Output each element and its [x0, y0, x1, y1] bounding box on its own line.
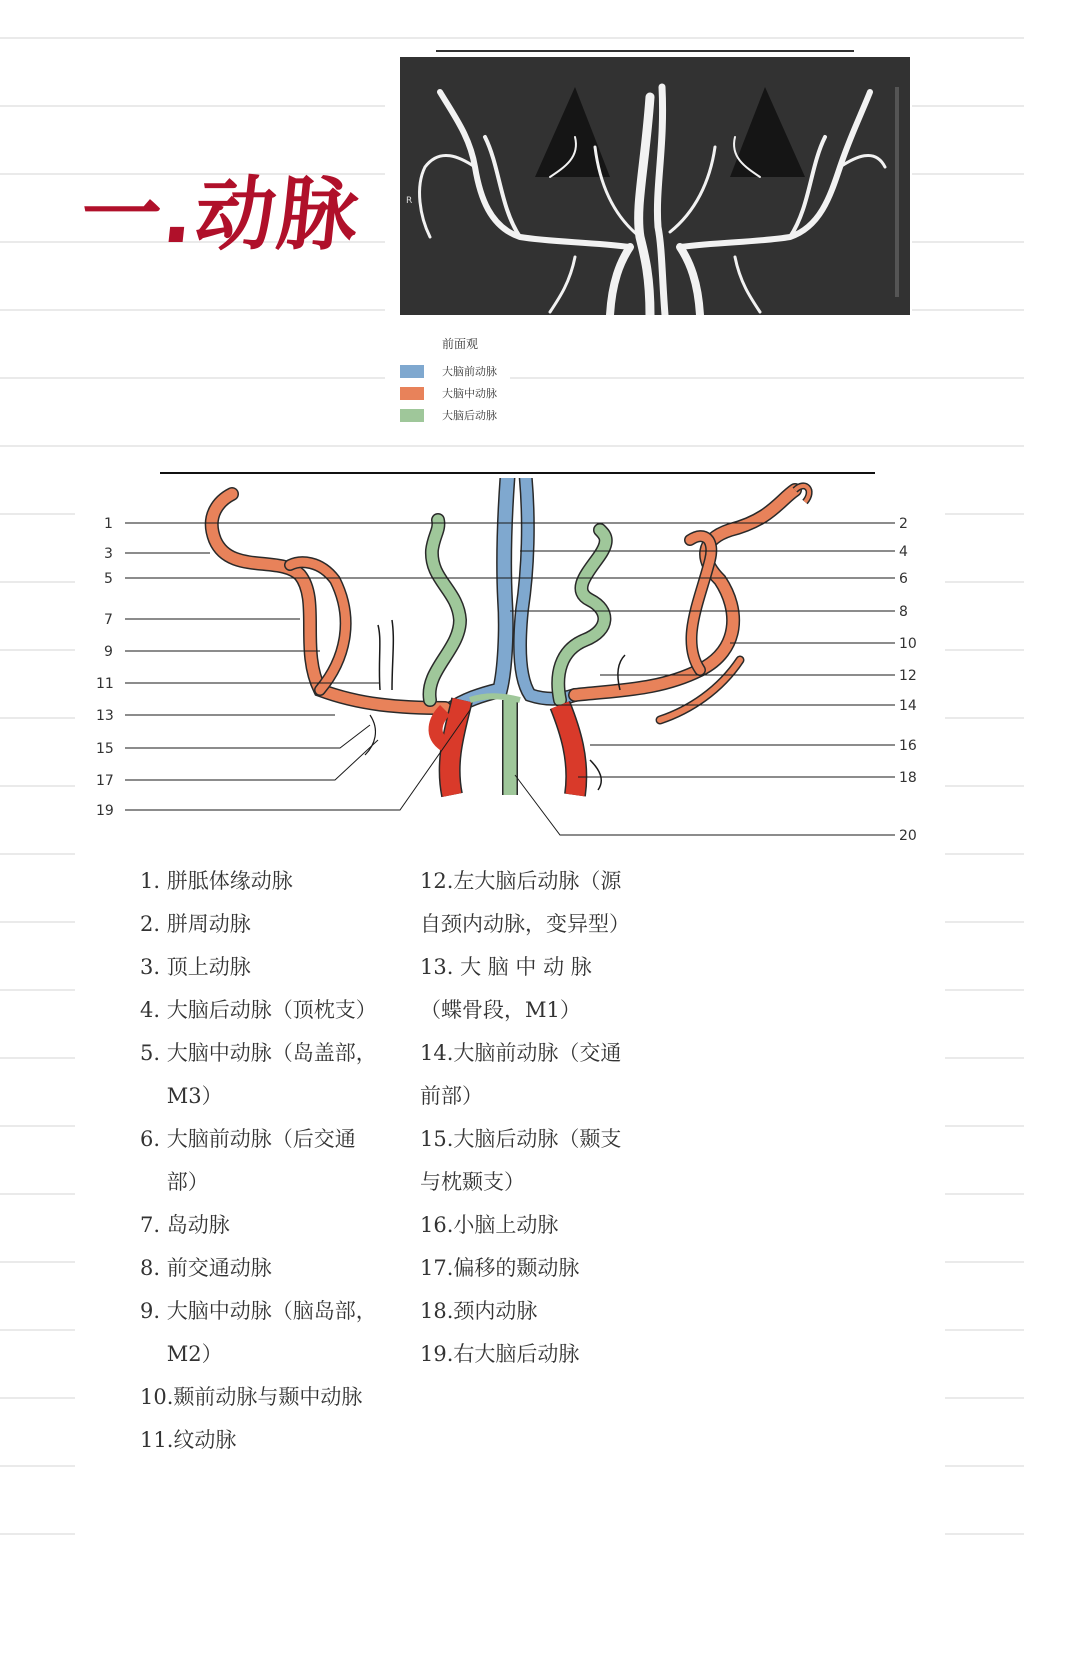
list-item [420, 1333, 630, 1376]
callout-number: 14 [899, 698, 917, 714]
item-number: 3. [140, 955, 167, 979]
item-number: 7. [140, 1213, 167, 1237]
callout-number: 8 [899, 604, 908, 620]
photo-top-rule [436, 50, 854, 52]
item-text: 小脑上动脉 [453, 1213, 559, 1237]
item-number: 10. [140, 1385, 174, 1409]
callout-number: 13 [96, 708, 114, 724]
item-text: 岛动脉 [166, 1213, 230, 1237]
list-item [140, 1118, 380, 1204]
list-item [420, 1290, 630, 1333]
item-text: 纹动脉 [173, 1428, 237, 1452]
item-number: 1. [140, 869, 167, 893]
handwritten-title: 一.动脉 [76, 168, 365, 261]
item-text: 顶上动脉 [166, 955, 251, 979]
item-text: 大脑中动脉（岛盖部，M3） [166, 1041, 377, 1108]
list-item [140, 1376, 380, 1419]
list-item [420, 860, 630, 946]
item-text: 前交通动脉 [166, 1256, 272, 1280]
diagram-top-rule [160, 472, 875, 474]
right-callout-numbers [899, 516, 917, 844]
callout-number: 19 [96, 803, 114, 819]
callout-number: 15 [96, 741, 114, 757]
callout-number: 18 [899, 770, 917, 786]
legend-swatch-middle [400, 387, 424, 400]
label-list-left [140, 860, 380, 1462]
item-number: 5. [140, 1041, 167, 1065]
list-item [140, 903, 380, 946]
artery-diagram [0, 478, 1024, 858]
item-text: 大脑后动脉（顶枕支） [166, 998, 377, 1022]
legend-item [400, 404, 497, 426]
callout-number: 4 [899, 544, 908, 560]
item-number: 2. [140, 912, 167, 936]
legend-title: 前面观 [442, 337, 479, 351]
callout-number: 17 [96, 773, 114, 789]
item-text: 大脑后动脉（颞支与枕颞支） [420, 1127, 622, 1194]
list-item [140, 946, 380, 989]
callout-number: 12 [899, 668, 917, 684]
item-number: 8. [140, 1256, 167, 1280]
legend-swatch-posterior [400, 409, 424, 422]
list-item [140, 1419, 380, 1462]
legend-label: 大脑前动脉 [442, 365, 497, 378]
item-number: 4. [140, 998, 167, 1022]
photo-side-marker: R [406, 196, 413, 206]
item-text: 偏移的颞动脉 [453, 1256, 580, 1280]
item-text: 颞前动脉与颞中动脉 [173, 1385, 363, 1409]
item-text: 大脑前动脉（后交通部） [166, 1127, 356, 1194]
item-number: 16. [420, 1213, 454, 1237]
item-number: 15. [420, 1127, 454, 1151]
callout-number: 11 [96, 676, 114, 692]
callout-number: 9 [104, 644, 113, 660]
list-item [420, 1247, 630, 1290]
callout-number: 3 [104, 546, 113, 562]
callout-number: 5 [104, 571, 113, 587]
item-number: 17. [420, 1256, 454, 1280]
item-number: 6. [140, 1127, 167, 1151]
callout-number: 1 [104, 516, 113, 532]
item-text: 大 脑 中 动 脉（蝶骨段，M1） [420, 955, 592, 1022]
item-text: 胼周动脉 [166, 912, 251, 936]
legend-item [400, 360, 497, 382]
legend-item [400, 382, 497, 404]
item-number: 14. [420, 1041, 454, 1065]
item-text: 左大脑后动脉（源自颈内动脉，变异型） [420, 869, 630, 936]
angiogram-image [400, 57, 910, 315]
list-item [140, 989, 380, 1032]
list-item [420, 1118, 630, 1204]
callout-number: 16 [899, 738, 917, 754]
list-item [420, 1204, 630, 1247]
list-item [140, 1290, 380, 1376]
legend-swatch-anterior [400, 365, 424, 378]
callout-number: 6 [899, 571, 908, 587]
item-text: 大脑前动脉（交通前部） [420, 1041, 622, 1108]
item-text: 右大脑后动脉 [453, 1342, 580, 1366]
item-number: 9. [140, 1299, 167, 1323]
item-text: 胼胝体缘动脉 [166, 869, 293, 893]
legend-label: 大脑中动脉 [442, 387, 497, 400]
list-item [420, 946, 630, 1032]
legend-label: 大脑后动脉 [442, 409, 497, 422]
item-text: 颈内动脉 [453, 1299, 538, 1323]
item-number: 11. [140, 1428, 174, 1452]
list-item [140, 1247, 380, 1290]
item-text: 大脑中动脉（脑岛部，M2） [166, 1299, 377, 1366]
callout-number: 2 [899, 516, 908, 532]
item-number: 18. [420, 1299, 454, 1323]
callout-number: 7 [104, 612, 113, 628]
color-legend [400, 335, 497, 426]
item-number: 13. [420, 955, 461, 979]
callout-number: 10 [899, 636, 917, 652]
list-item [140, 860, 380, 903]
item-number: 19. [420, 1342, 454, 1366]
label-list-right [420, 860, 630, 1376]
callout-number: 20 [899, 828, 917, 844]
list-item [420, 1032, 630, 1118]
item-number: 12. [420, 869, 454, 893]
list-item [140, 1032, 380, 1118]
left-callout-numbers [96, 516, 114, 819]
list-item [140, 1204, 380, 1247]
